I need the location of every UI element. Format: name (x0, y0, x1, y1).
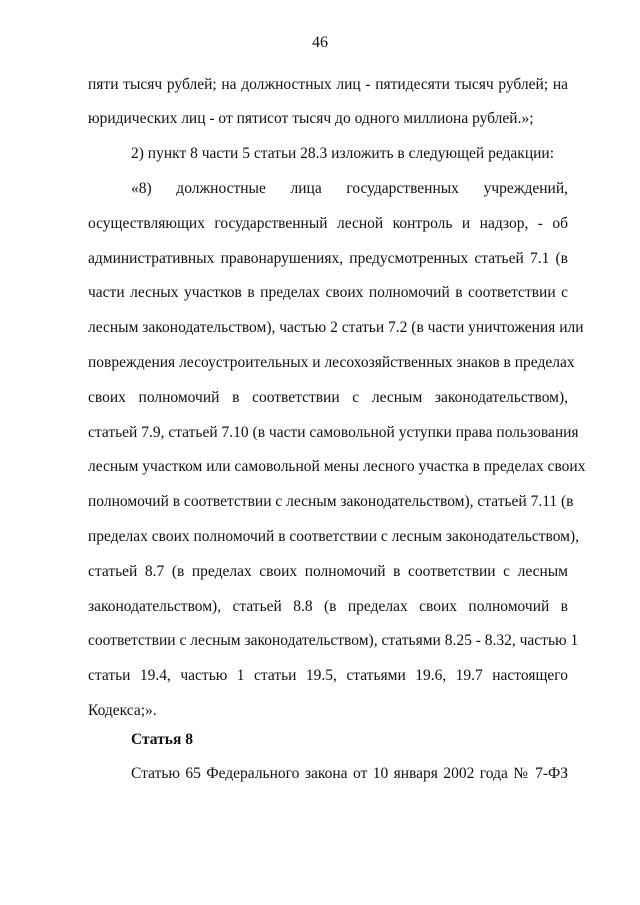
text-line: административных правонарушениях, предусмотренных статьей 7.1 (в (88, 250, 568, 267)
text-line: пределах своих полномочий в соответствии с лесным законодательством), (88, 528, 579, 545)
text-line: лесным участком или самовольной мены лесного участка в пределах своих (88, 458, 586, 475)
text-line: соответствии с лесным законодательством), статьями 8.25 - 8.32, частью 1 (88, 632, 579, 649)
text-line: «8) должностные лица государственных учреждений, (131, 180, 568, 197)
text-line: повреждения лесоустроительных и лесохозяйственных знаков в пределах (88, 354, 575, 371)
text-line: статьей 7.9, статьей 7.10 (в части самовольной уступки права пользования (88, 424, 579, 441)
text-line: части лесных участков в пределах своих полномочий в соответствии с (88, 284, 568, 301)
text-line: статьи 19.4, частью 1 статьи 19.5, статьями 19.6, 19.7 настоящего (88, 667, 568, 684)
text-line: статьей 8.7 (в пределах своих полномочий в соответствии с лесным (88, 563, 568, 580)
text-line: юридических лиц - от пятисот тысяч до одного миллиона рублей.»; (88, 110, 534, 127)
text-line: своих полномочий в соответствии с лесным законодательством), (88, 389, 568, 406)
text-line: полномочий в соответствии с лесным законодательством), статьей 7.11 (в (88, 493, 574, 510)
text-line: Кодекса;». (88, 702, 157, 719)
text-line: законодательством), статьей 8.8 (в пределах своих полномочий в (88, 598, 568, 615)
article-heading: Статья 8 (131, 731, 193, 748)
text-line: 2) пункт 8 части 5 статьи 28.3 изложить в следующей редакции: (131, 145, 555, 162)
text-line: пяти тысяч рублей; на должностных лиц - пятидесяти тысяч рублей; на (88, 76, 568, 93)
text-line: лесным законодательством), частью 2 статьи 7.2 (в части уничтожения или (88, 319, 584, 336)
text-line: осуществляющих государственный лесной контроль и надзор, - об (88, 215, 568, 232)
text-line: Статью 65 Федерального закона от 10 января 2002 года № 7-ФЗ (131, 765, 568, 782)
page-number: 46 (312, 34, 328, 51)
